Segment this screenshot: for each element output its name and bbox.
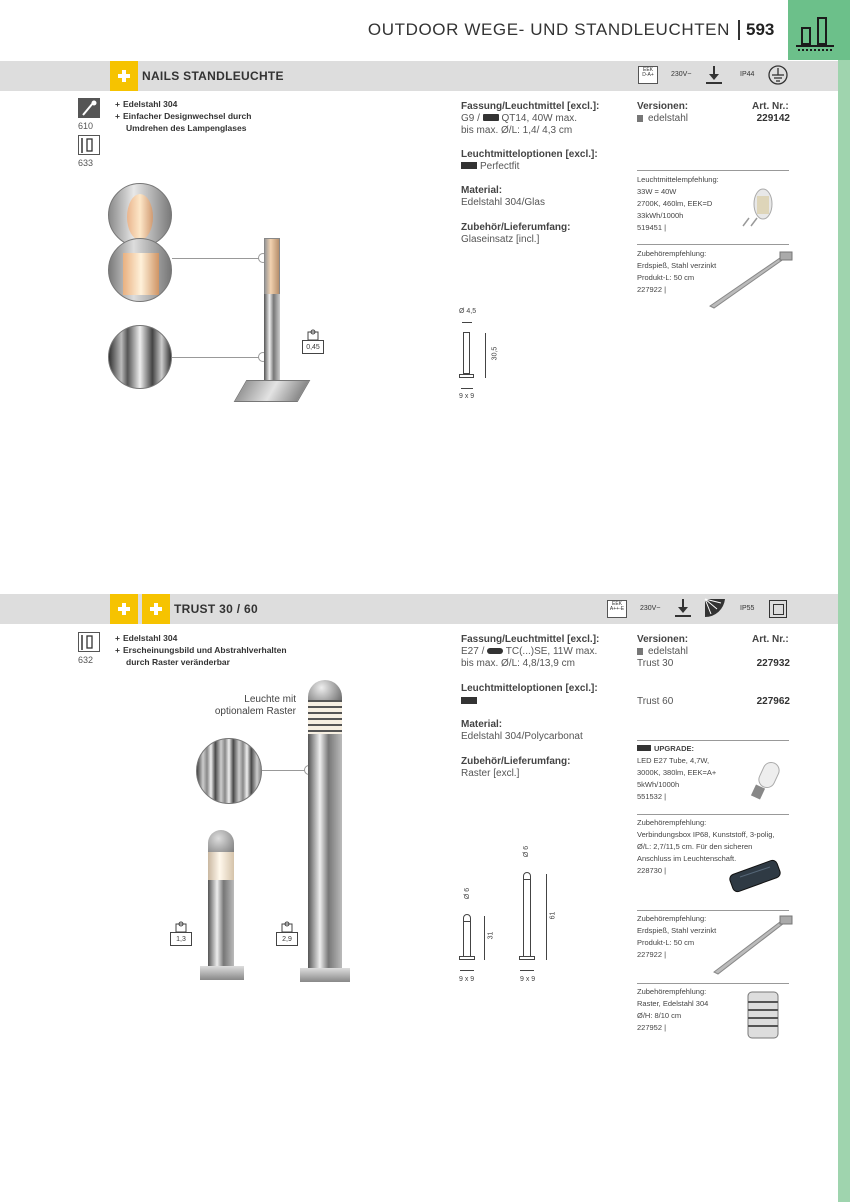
mounting-icon <box>672 597 694 619</box>
dimension-line <box>460 970 474 971</box>
material-value: Edelstahl 304/Glas <box>461 197 545 208</box>
socket-size: bis max. Ø/L: 4,8/13,9 cm <box>461 658 575 669</box>
article-number: 227962 <box>756 696 790 707</box>
bulb-image <box>735 186 785 230</box>
trust60-base <box>300 968 350 982</box>
divider <box>637 910 789 911</box>
version-item: Trust 60 <box>637 696 674 707</box>
connector-box-image <box>720 855 788 903</box>
plus-icon <box>142 594 170 624</box>
spike-mount-icon <box>78 98 100 118</box>
accessory-recommendation: Zubehörempfehlung: Erdspieß, Stahl verzinkt Produkt-L: 50 cm 227922 | <box>637 249 717 294</box>
trust60-pole <box>308 734 342 970</box>
glass-detail-image-2 <box>108 238 172 302</box>
raster-image <box>743 988 783 1042</box>
floor-mount-icon <box>78 632 100 652</box>
protection-class-icon <box>769 600 787 618</box>
version-finish: edelstahl <box>637 646 688 658</box>
weight-icon <box>174 921 188 933</box>
accessory-value: Raster [excl.] <box>461 768 520 779</box>
page-number: 593 <box>746 20 775 39</box>
socket-label: Fassung/Leuchtmittel [excl.]: <box>461 634 600 645</box>
led-options-label: Leuchtmitteloptionen [excl.]: <box>461 149 598 160</box>
beam-angle-icon <box>703 597 727 619</box>
icon-code-610: 610 <box>78 121 94 131</box>
article-number-label: Art. Nr.: <box>752 101 789 112</box>
dimension-diameter-2: Ø 6 <box>523 845 531 858</box>
weight-badge-large: 2,9 <box>276 932 298 946</box>
weight-badge-small: 1,3 <box>170 932 192 946</box>
trust60-cap <box>308 680 342 702</box>
upgrade-recommendation: UPGRADE: LED E27 Tube, 4,7W, 3000K, 380lm, EEK=A+ 5kWh/1000h 551532 | <box>637 744 717 801</box>
product-title-nails: NAILS STANDLEUCHTE <box>142 69 284 83</box>
ip-rating: IP55 <box>740 605 755 612</box>
dimension-line <box>462 322 472 323</box>
socket-value: E27 / TC(...)SE, 11W max. <box>461 646 598 657</box>
dimension-height-2: 61 <box>549 911 557 920</box>
led-options-value: Perfectfit <box>461 161 519 173</box>
divider <box>637 740 789 741</box>
dimension-sketch-base <box>519 956 535 960</box>
dimension-sketch <box>463 332 470 374</box>
version-item: Trust 30 <box>637 658 674 669</box>
version-item: edelstahl <box>637 113 688 125</box>
feature-bullet: + Einfacher Designwechsel durch <box>115 111 252 121</box>
icon-code-633: 633 <box>78 158 94 168</box>
trust30-pole <box>208 880 234 968</box>
led-icon <box>461 697 477 704</box>
led-icon <box>461 162 477 169</box>
accessory-label: Zubehör/Lieferumfang: <box>461 222 571 233</box>
led-icon <box>637 745 651 751</box>
image-caption: Leuchte mit optionalem Raster <box>214 694 296 717</box>
material-label: Material: <box>461 185 503 196</box>
spike-recommendation: Zubehörempfehlung: Erdspieß, Stahl verzinkt Produkt-L: 50 cm 227922 | <box>637 914 717 959</box>
versions-label: Versionen: <box>637 101 689 112</box>
plus-icon <box>110 594 138 624</box>
lamp-icon <box>487 648 503 654</box>
raster-detail-image <box>196 738 262 804</box>
led-bulb-image <box>745 758 790 803</box>
steel-detail-image <box>108 325 172 389</box>
weight-badge: 0,45 <box>302 340 324 354</box>
trust30-cap <box>208 830 234 854</box>
dimension-sketch-base <box>459 956 475 960</box>
led-options-label: Leuchtmitteloptionen [excl.]: <box>461 683 598 694</box>
nails-lamp-base <box>234 380 311 402</box>
article-number: 229142 <box>756 113 790 124</box>
feature-bullet-continued: durch Raster veränderbar <box>126 657 230 667</box>
dimension-base-2: 9 x 9 <box>520 976 536 983</box>
dimension-base-1: 9 x 9 <box>459 976 475 983</box>
dimension-line <box>520 970 534 971</box>
mounting-icon <box>703 64 725 86</box>
feature-bullet: + Erscheinungsbild und Abstrahlverhalten <box>115 645 287 655</box>
feature-bullet: + Edelstahl 304 <box>115 633 178 643</box>
dimension-height-1: 31 <box>487 931 495 940</box>
raster-recommendation: Zubehörempfehlung: Raster, Edelstahl 304 Ø/H: 8/10 cm 227952 | <box>637 987 709 1032</box>
floor-mount-icon <box>78 135 100 155</box>
accessory-value: Glaseinsatz [incl.] <box>461 234 540 245</box>
dimension-sketch <box>523 879 531 957</box>
eek-badge: EEK D-A+ <box>638 66 658 84</box>
product-title-trust: TRUST 30 / 60 <box>174 602 258 616</box>
dimension-height: 30,5 <box>491 346 499 361</box>
ip-rating: IP44 <box>740 71 755 78</box>
header-separator <box>738 20 740 40</box>
plus-icon <box>110 61 138 91</box>
chapter-tab <box>788 0 850 60</box>
dimension-line <box>461 388 473 389</box>
article-number-label: Art. Nr.: <box>752 634 789 645</box>
ground-icon <box>767 64 789 86</box>
chapter-strip <box>838 60 850 1202</box>
feature-bullet: + Edelstahl 304 <box>115 99 178 109</box>
socket-size: bis max. Ø/L: 1,4/ 4,3 cm <box>461 125 573 136</box>
weight-icon <box>306 329 320 341</box>
accessory-label: Zubehör/Lieferumfang: <box>461 756 571 767</box>
dimension-base: 9 x 9 <box>459 393 475 400</box>
trust30-base <box>200 966 244 980</box>
voltage-label: 230V~ <box>671 71 692 78</box>
feature-bullet-continued: Umdrehen des Lampenglases <box>126 123 247 133</box>
dimension-line <box>546 874 547 960</box>
leader-line <box>262 770 306 771</box>
lamp-recommendation: Leuchtmittelempfehlung: 33W = 40W 2700K, 460lm, EEK=D 33kWh/1000h 519451 | <box>637 175 719 232</box>
dimension-line <box>485 333 486 378</box>
dimension-line <box>484 916 485 960</box>
icon-code-632: 632 <box>78 655 94 665</box>
versions-label: Versionen: <box>637 634 689 645</box>
divider <box>637 170 789 171</box>
chapter-title: OUTDOOR WEGE- UND STANDLEUCHTEN <box>367 20 730 39</box>
leader-line <box>172 357 260 358</box>
lamp-icon <box>483 114 499 121</box>
material-value: Edelstahl 304/Polycarbonat <box>461 731 583 742</box>
ground-spike-image <box>706 914 796 976</box>
ground-spike-image <box>700 250 795 310</box>
divider <box>637 814 789 815</box>
socket-label: Fassung/Leuchtmittel [excl.]: <box>461 101 600 112</box>
connector-box-recommendation: Zubehörempfehlung: Verbindungsbox IP68, Kunststoff, 3-polig, Ø/L: 2,7/11,5 cm. Für den sicheren Anschluss im Leuchtenschaft. 228730 | <box>637 818 775 875</box>
dimension-diameter-1: Ø 6 <box>464 887 472 900</box>
voltage-label: 230V~ <box>640 605 661 612</box>
nails-lamp-pole <box>264 294 280 388</box>
trust30-diffuser <box>208 852 234 882</box>
divider <box>637 983 789 984</box>
steel-swatch <box>637 648 643 655</box>
article-number: 227932 <box>756 658 790 669</box>
dimension-sketch-base <box>459 374 474 378</box>
material-label: Material: <box>461 719 503 730</box>
steel-swatch <box>637 115 643 122</box>
trust60-raster <box>308 700 342 736</box>
eek-badge: EEK A++-E <box>607 600 627 618</box>
socket-value: G9 / QT14, 40W max. <box>461 113 578 124</box>
divider <box>637 244 789 245</box>
street-light-icon <box>788 0 850 60</box>
weight-icon <box>280 921 294 933</box>
dimension-diameter: Ø 4,5 <box>459 308 477 315</box>
leader-line <box>172 258 260 259</box>
nails-lamp-glass <box>264 238 280 296</box>
dimension-sketch <box>463 921 471 957</box>
